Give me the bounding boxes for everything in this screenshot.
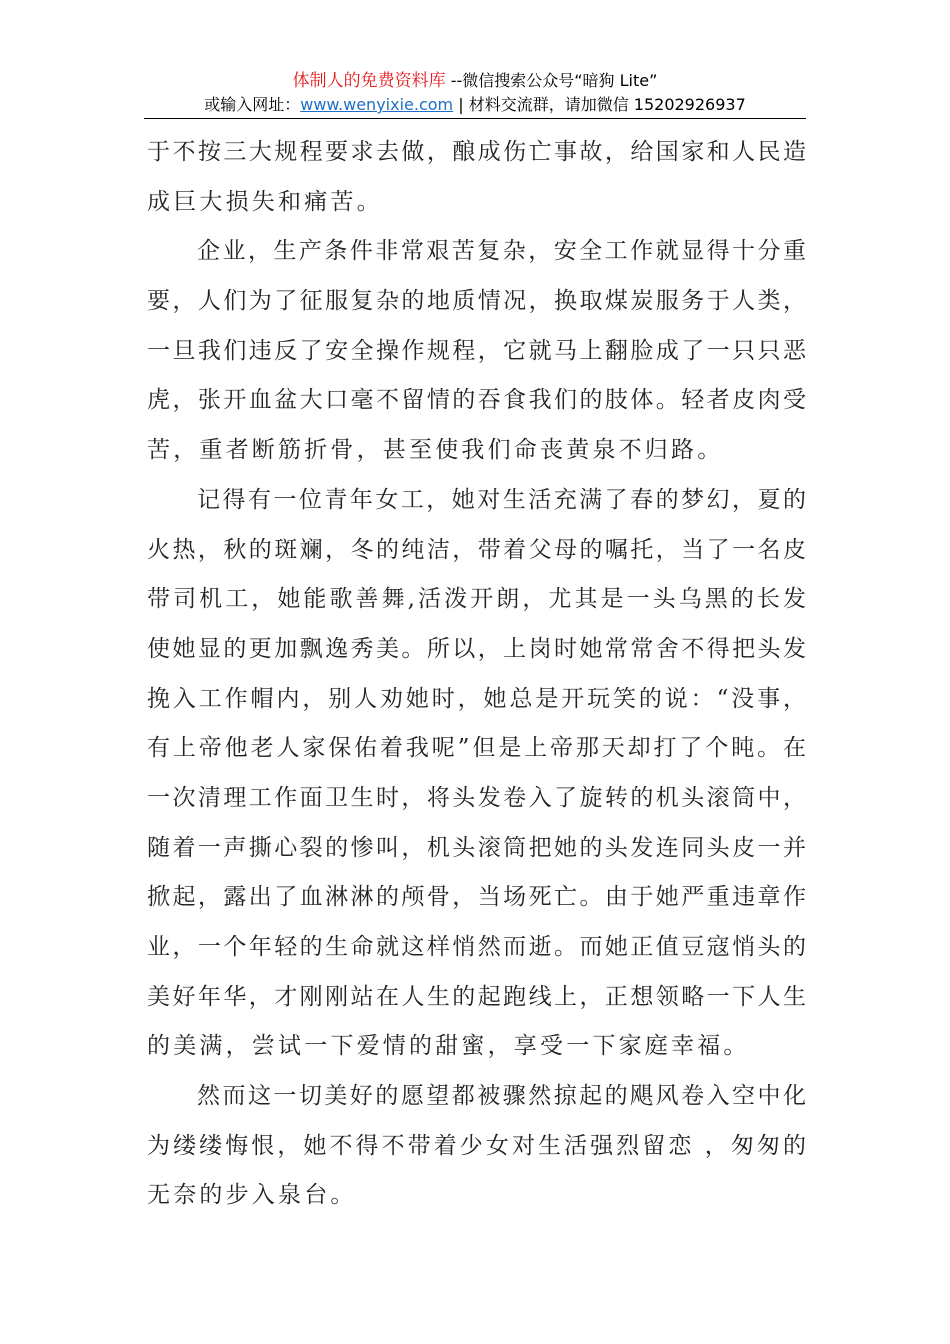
- header-line-1: [0, 70, 950, 92]
- header-line-2: [0, 94, 950, 116]
- text-line: 成巨大损失和痛苦。: [147, 188, 383, 215]
- brand-title: 体制人的免费资料库: [292, 71, 446, 91]
- separator: |: [453, 95, 469, 114]
- text-line: 的美满，尝试一下爱情的甜蜜，享受一下家庭幸福。: [147, 1033, 750, 1060]
- text-line: 企业，生产条件非常艰苦复杂，安全工作就显得十分重: [197, 238, 806, 265]
- text-line: 记得有一位青年女工，她对生活充满了春的梦幻，夏的: [197, 486, 806, 513]
- text-line: 挽入工作帽内，别人劝她时，她总是开玩笑的说：“没事，: [147, 685, 806, 712]
- text-line: 要，人们为了征服复杂的地质情况，换取煤炭服务于人类，: [147, 288, 806, 315]
- text-line: 随着一声撕心裂的惨叫，机头滚筒把她的头发连同头皮一并: [147, 834, 806, 861]
- url-prefix: 或输入网址：: [204, 95, 301, 114]
- paragraph: [147, 227, 806, 475]
- text-line: 掀起，露出了血淋淋的颅骨，当场死亡。由于她严重违章作: [147, 884, 806, 911]
- text-line: 火热，秋的斑斓，冬的纯洁，带着父母的嘱托，当了一名皮: [147, 536, 806, 563]
- text-line: 无奈的步入泉台。: [147, 1182, 357, 1209]
- paragraph: [147, 128, 806, 227]
- text-line: 虎，张开血盆大口毫不留情的吞食我们的肢体。轻者皮肉受: [147, 387, 806, 414]
- text-line: 带司机工，她能歌善舞,活泼开朗，尤其是一头乌黑的长发: [147, 586, 806, 613]
- text-line: 美好年华，才刚刚站在人生的起跑线上，正想领略一下人生: [147, 983, 806, 1010]
- text-line: 有上帝他老人家保佑着我呢”但是上帝那天却打了个盹。在: [147, 735, 806, 762]
- document-body: [147, 128, 806, 1221]
- text-line: 苦，重者断筋折骨，甚至使我们命丧黄泉不归路。: [147, 437, 724, 464]
- paragraph: [147, 1072, 806, 1221]
- text-line: 一旦我们违反了安全操作规程，它就马上翻脸成了一只只恶: [147, 337, 806, 364]
- header-tagline: --微信搜索公众号“暗狗 Lite”: [445, 71, 658, 90]
- text-line: 为缕缕悔恨，她不得不带着少女对生活强烈留恋 ，匆匆的: [147, 1132, 806, 1159]
- contact-info: 材料交流群，请加微信 15202926937: [468, 95, 746, 114]
- website-link[interactable]: www.wenyixie.com: [300, 95, 454, 114]
- paragraph: [147, 476, 806, 1072]
- text-line: 然而这一切美好的愿望都被骤然掠起的飓风卷入空中化: [197, 1083, 806, 1110]
- text-line: 业，一个年轻的生命就这样悄然而逝。而她正值豆寇悄头的: [147, 934, 806, 960]
- header-divider: [144, 118, 806, 119]
- text-line: 使她显的更加飘逸秀美。所以，上岗时她常常舍不得把头发: [147, 635, 806, 662]
- text-line: 一次清理工作面卫生时，将头发卷入了旋转的机头滚筒中，: [147, 784, 806, 811]
- text-line: 于不按三大规程要求去做，酿成伤亡事故，给国家和人民造: [147, 139, 806, 165]
